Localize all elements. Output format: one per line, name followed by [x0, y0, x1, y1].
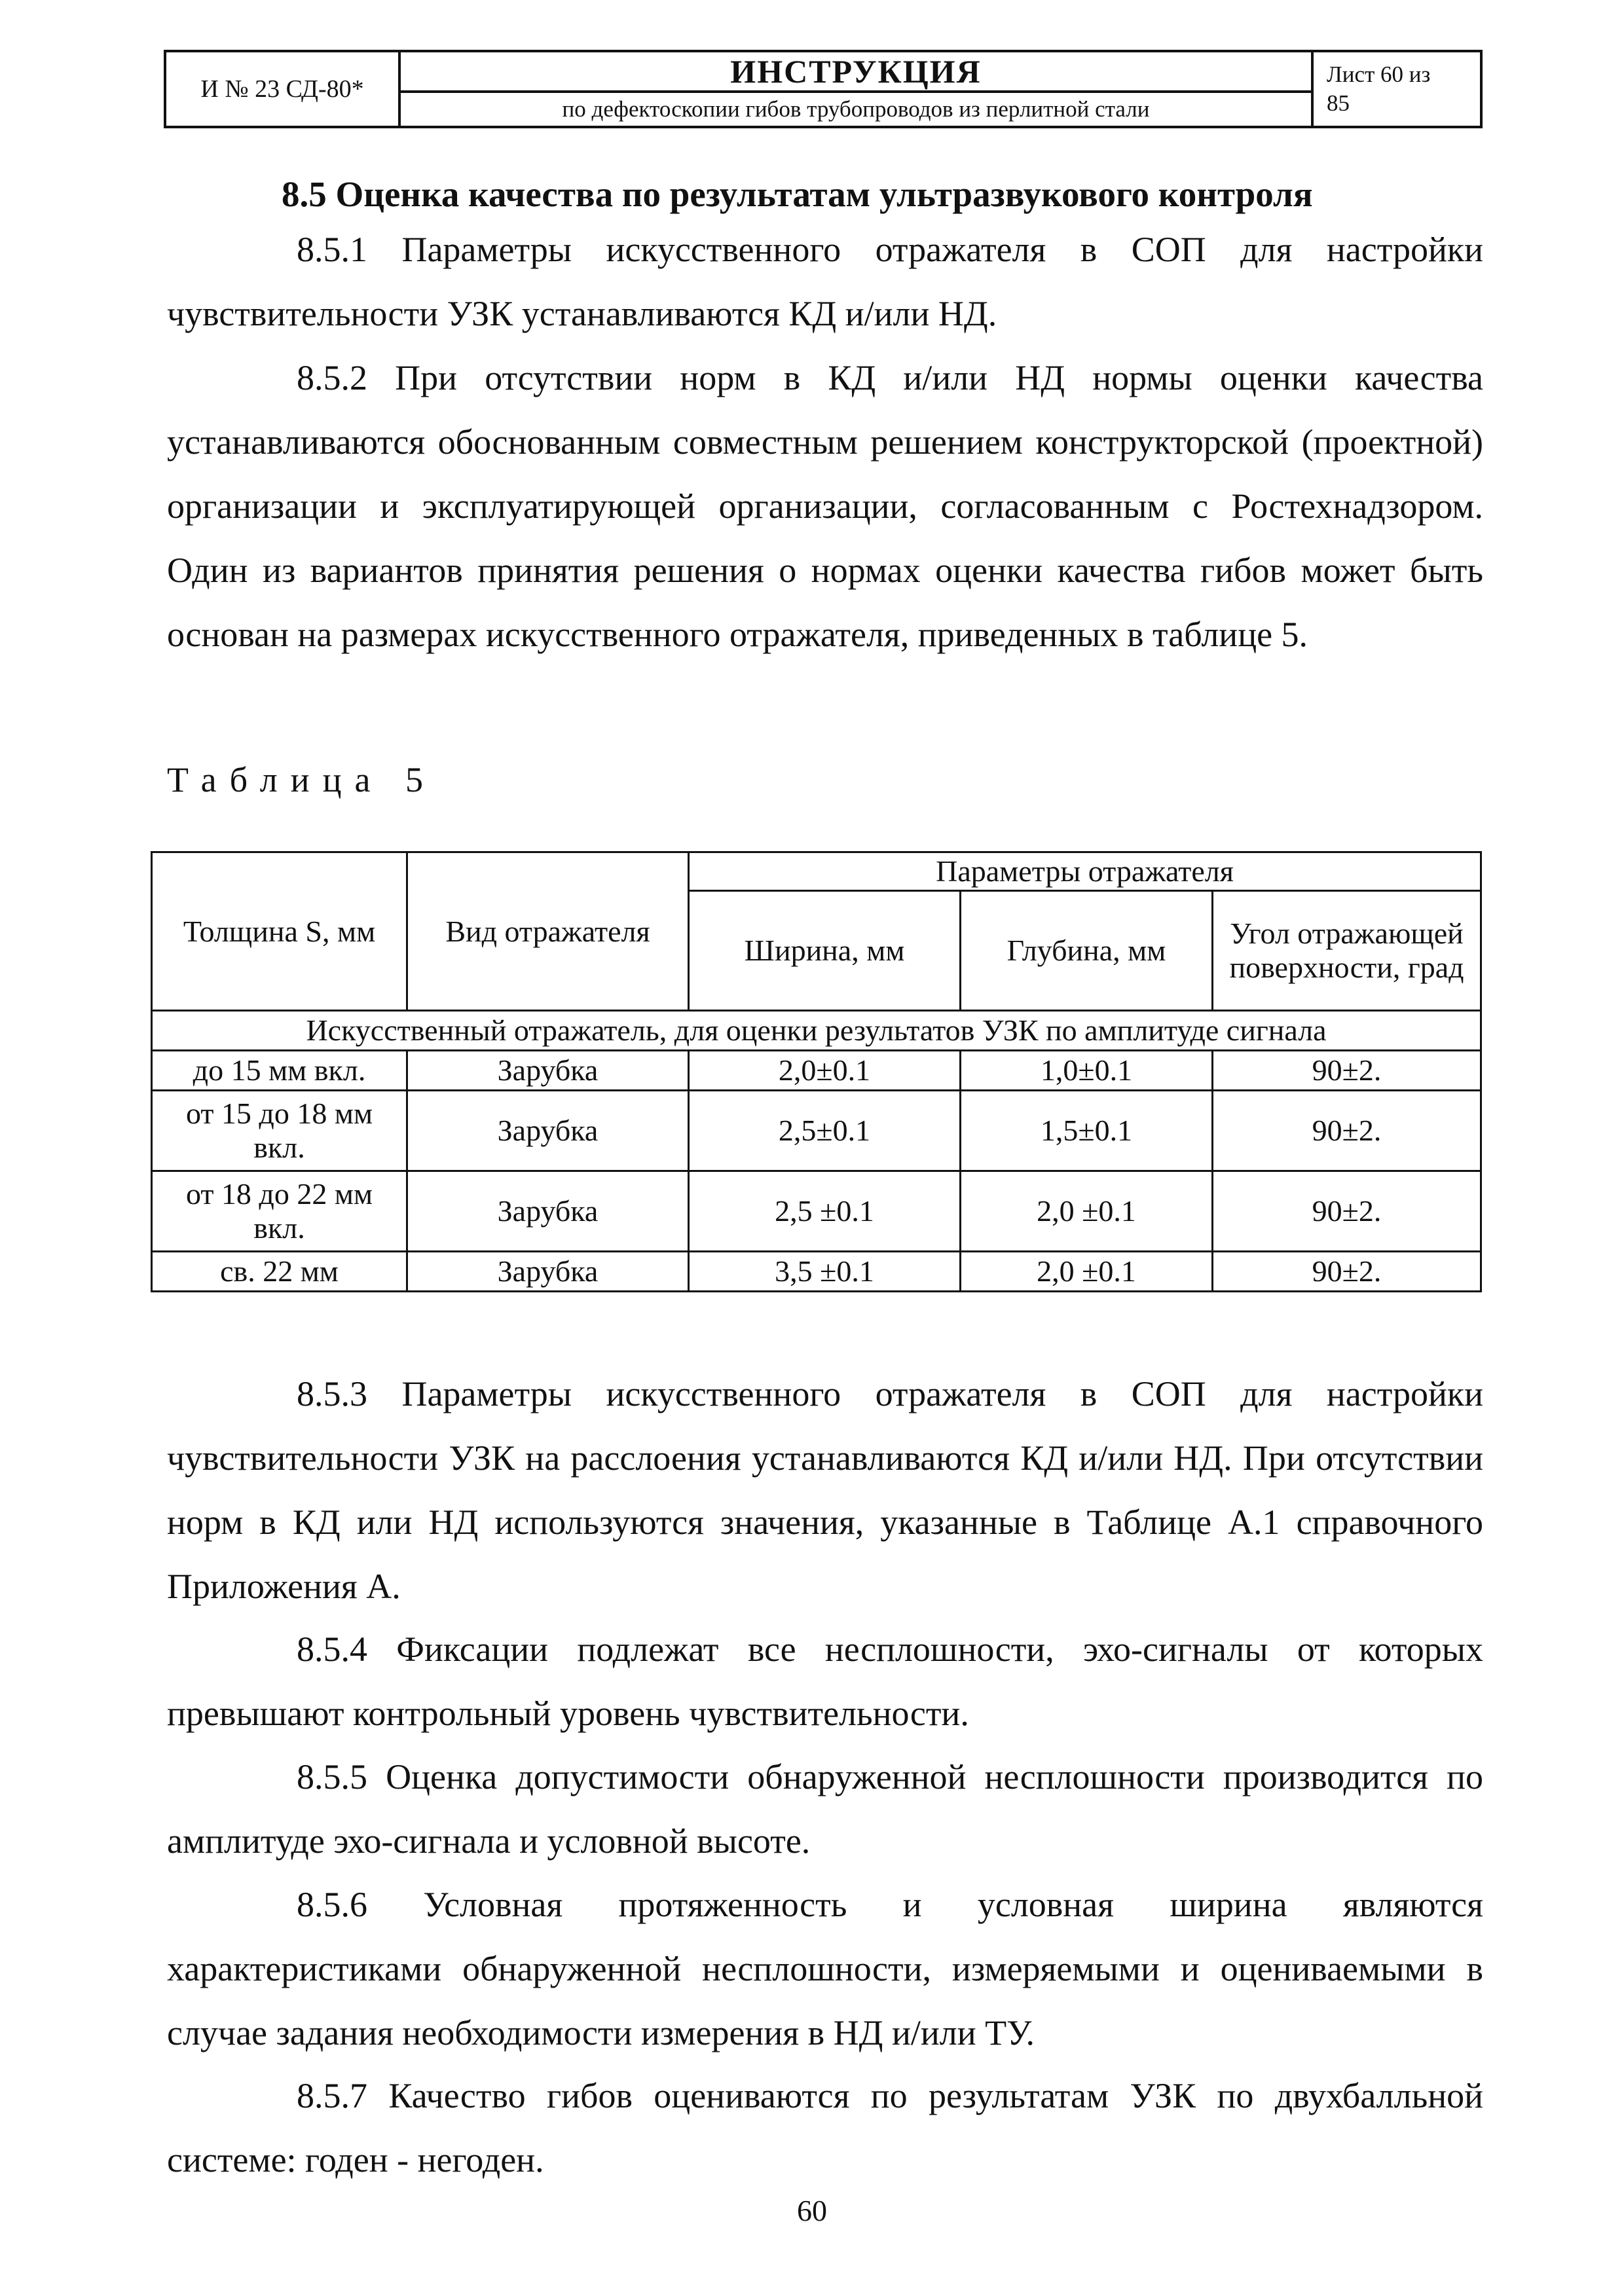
table-row: [152, 1091, 1481, 1171]
cell-depth: 1,0±0.1: [961, 1051, 1213, 1091]
table-row: [152, 1171, 1481, 1252]
cell-depth: 1,5±0.1: [961, 1091, 1213, 1171]
column-header-type: Вид отражателя: [407, 852, 689, 1011]
paragraph-8-5-6: 8.5.6 Условная протяженность и условная ширина являются характеристиками обнаруженной несплошности, измеряемыми и оцениваемыми в случае задания необходимости измерения в НД и/или ТУ.: [167, 1885, 1483, 2052]
document-title: ИНСТРУКЦИЯ: [401, 52, 1311, 93]
cell-angle: 90±2.: [1213, 1171, 1481, 1252]
cell-width: 3,5 ±0.1: [689, 1252, 961, 1292]
cell-depth: 2,0 ±0.1: [961, 1171, 1213, 1252]
document-code: И № 23 СД-80*: [166, 52, 401, 126]
cell-type: Зарубка: [407, 1252, 689, 1292]
document-subtitle: по дефектоскопии гибов трубопроводов из перлитной стали: [562, 96, 1150, 122]
cell-depth: 2,0 ±0.1: [961, 1252, 1213, 1292]
header-center: [401, 52, 1314, 126]
paragraph-8-5-2: 8.5.2 При отсутствии норм в КД и/или НД нормы оценки качества устанавливаются обоснованным совместным решением конструкторской (проектной) организации и эксплуатирующей организации, согласованным с Ростехнадзором. Один из вариантов принятия решения о нормах оценки качества гибов может быть основан на размерах искусственного отражателя, приведенных в таблице 5.: [167, 358, 1483, 654]
cell-type: Зарубка: [407, 1051, 689, 1091]
reflector-parameters-table: [151, 851, 1482, 1292]
cell-thickness: до 15 мм вкл.: [152, 1051, 407, 1091]
cell-thickness: от 18 до 22 мм вкл.: [152, 1171, 407, 1252]
cell-width: 2,5±0.1: [689, 1091, 961, 1171]
cell-type: Зарубка: [407, 1091, 689, 1171]
column-header-width: Ширина, мм: [689, 891, 961, 1011]
paragraph-8-5-3: 8.5.3 Параметры искусственного отражателя в СОП для настройки чувствительности УЗК на расслоения устанавливаются КД и/или НД. При отсутствии норм в КД или НД используются значения, указанные в Таблице А.1 справочного Приложения А.: [167, 1374, 1483, 1606]
column-header-angle: Угол отражающей поверхности, град: [1213, 891, 1481, 1011]
cell-angle: 90±2.: [1213, 1252, 1481, 1292]
cell-width: 2,5 ±0.1: [689, 1171, 961, 1252]
table-caption: Таблица 5: [167, 760, 436, 799]
cell-thickness: св. 22 мм: [152, 1252, 407, 1292]
cell-angle: 90±2.: [1213, 1091, 1481, 1171]
section-heading: 8.5 Оценка качества по результатам ультразвукового контроля: [282, 174, 1313, 214]
paragraph-8-5-5: 8.5.5 Оценка допустимости обнаруженной несплошности производится по амплитуде эхо-сигнала и условной высоте.: [167, 1757, 1483, 1861]
table-subheader: Искусственный отражатель, для оценки результатов УЗК по амплитуде сигнала: [152, 1011, 1481, 1051]
sheet-number: [1314, 52, 1480, 126]
column-header-depth: Глубина, мм: [961, 891, 1213, 1011]
page-number: 60: [797, 2194, 827, 2227]
sheet-total: 85: [1327, 90, 1350, 116]
table-row: [152, 1051, 1481, 1091]
cell-angle: 90±2.: [1213, 1051, 1481, 1091]
sheet-label: Лист 60 из: [1327, 62, 1431, 87]
cell-type: Зарубка: [407, 1171, 689, 1252]
cell-thickness: от 15 до 18 мм вкл.: [152, 1091, 407, 1171]
paragraph-8-5-1: 8.5.1 Параметры искусственного отражателя в СОП для настройки чувствительности УЗК устанавливаются КД и/или НД.: [167, 230, 1483, 333]
paragraph-8-5-4: 8.5.4 Фиксации подлежат все несплошности, эхо-сигналы от которых превышают контрольный уровень чувствительности.: [167, 1630, 1483, 1733]
column-header-thickness: Толщина S, мм: [152, 852, 407, 1011]
document-header: [164, 50, 1483, 128]
cell-width: 2,0±0.1: [689, 1051, 961, 1091]
paragraph-8-5-7: 8.5.7 Качество гибов оцениваются по результатам УЗК по двухбалльной системе: годен - негоден.: [167, 2076, 1483, 2179]
column-group-header: Параметры отражателя: [689, 852, 1481, 891]
table-row: [152, 1252, 1481, 1292]
